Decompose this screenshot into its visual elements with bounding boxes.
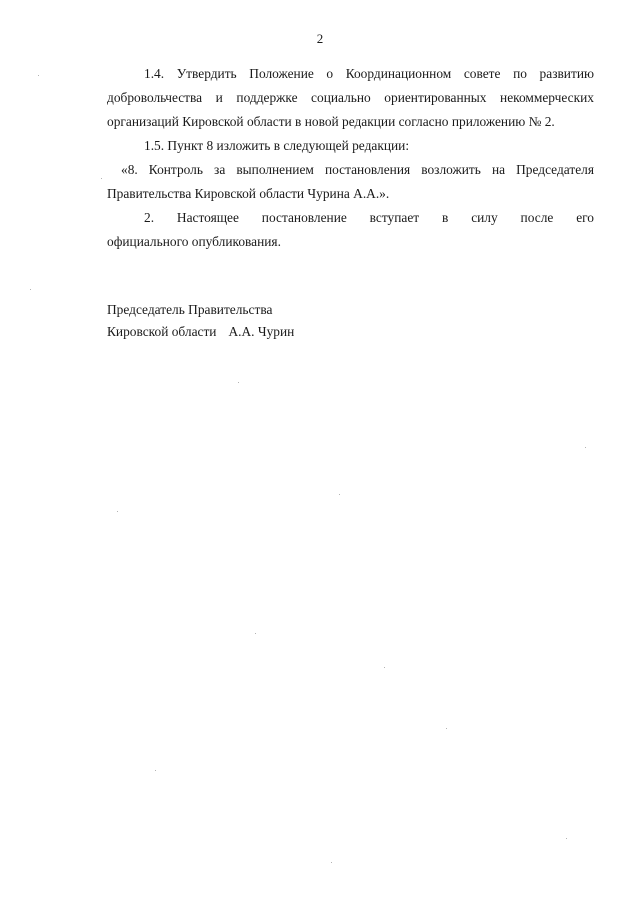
scan-speck (38, 75, 39, 76)
scan-speck (585, 447, 586, 448)
paragraph-line: 2. Настоящее постановление вступает в силу после его (144, 210, 594, 225)
signatory-region: Кировской области (107, 324, 217, 339)
scan-speck (238, 382, 239, 383)
paragraph-2 (107, 206, 594, 254)
paragraph-line: «8. Контроль за выполнением постановления возложить на Председателя (121, 162, 594, 177)
paragraph-line: Правительства Кировской области Чурина А.А.». (107, 186, 390, 201)
signatory-line (107, 321, 294, 343)
signatory-title: Председатель Правительства (107, 302, 273, 317)
scan-speck (30, 289, 31, 290)
scan-speck (384, 667, 385, 668)
scan-speck (339, 494, 340, 495)
scan-speck (566, 838, 567, 839)
scan-speck (155, 770, 156, 771)
scan-speck (117, 511, 118, 512)
scan-speck (255, 633, 256, 634)
page-number: 2 (316, 31, 324, 46)
paragraph-line: организаций Кировской области в новой редакции согласно приложению № 2. (107, 114, 555, 129)
scan-speck (101, 178, 102, 179)
paragraph-line: добровольчества и поддержке социально ориентированных некоммерческих (107, 90, 594, 105)
scan-speck (331, 862, 332, 863)
paragraph-line: 1.5. Пункт 8 изложить в следующей редакции: (144, 138, 410, 153)
paragraph-line: 1.4. Утвердить Положение о Координационном совете по развитию (144, 66, 594, 81)
signature-block (107, 299, 294, 343)
scan-speck (446, 728, 447, 729)
paragraph-1-4 (107, 62, 594, 134)
paragraph-line: официального опубликования. (107, 234, 281, 249)
paragraph-1-5 (107, 134, 594, 206)
signatory-name: А.А. Чурин (228, 324, 295, 339)
